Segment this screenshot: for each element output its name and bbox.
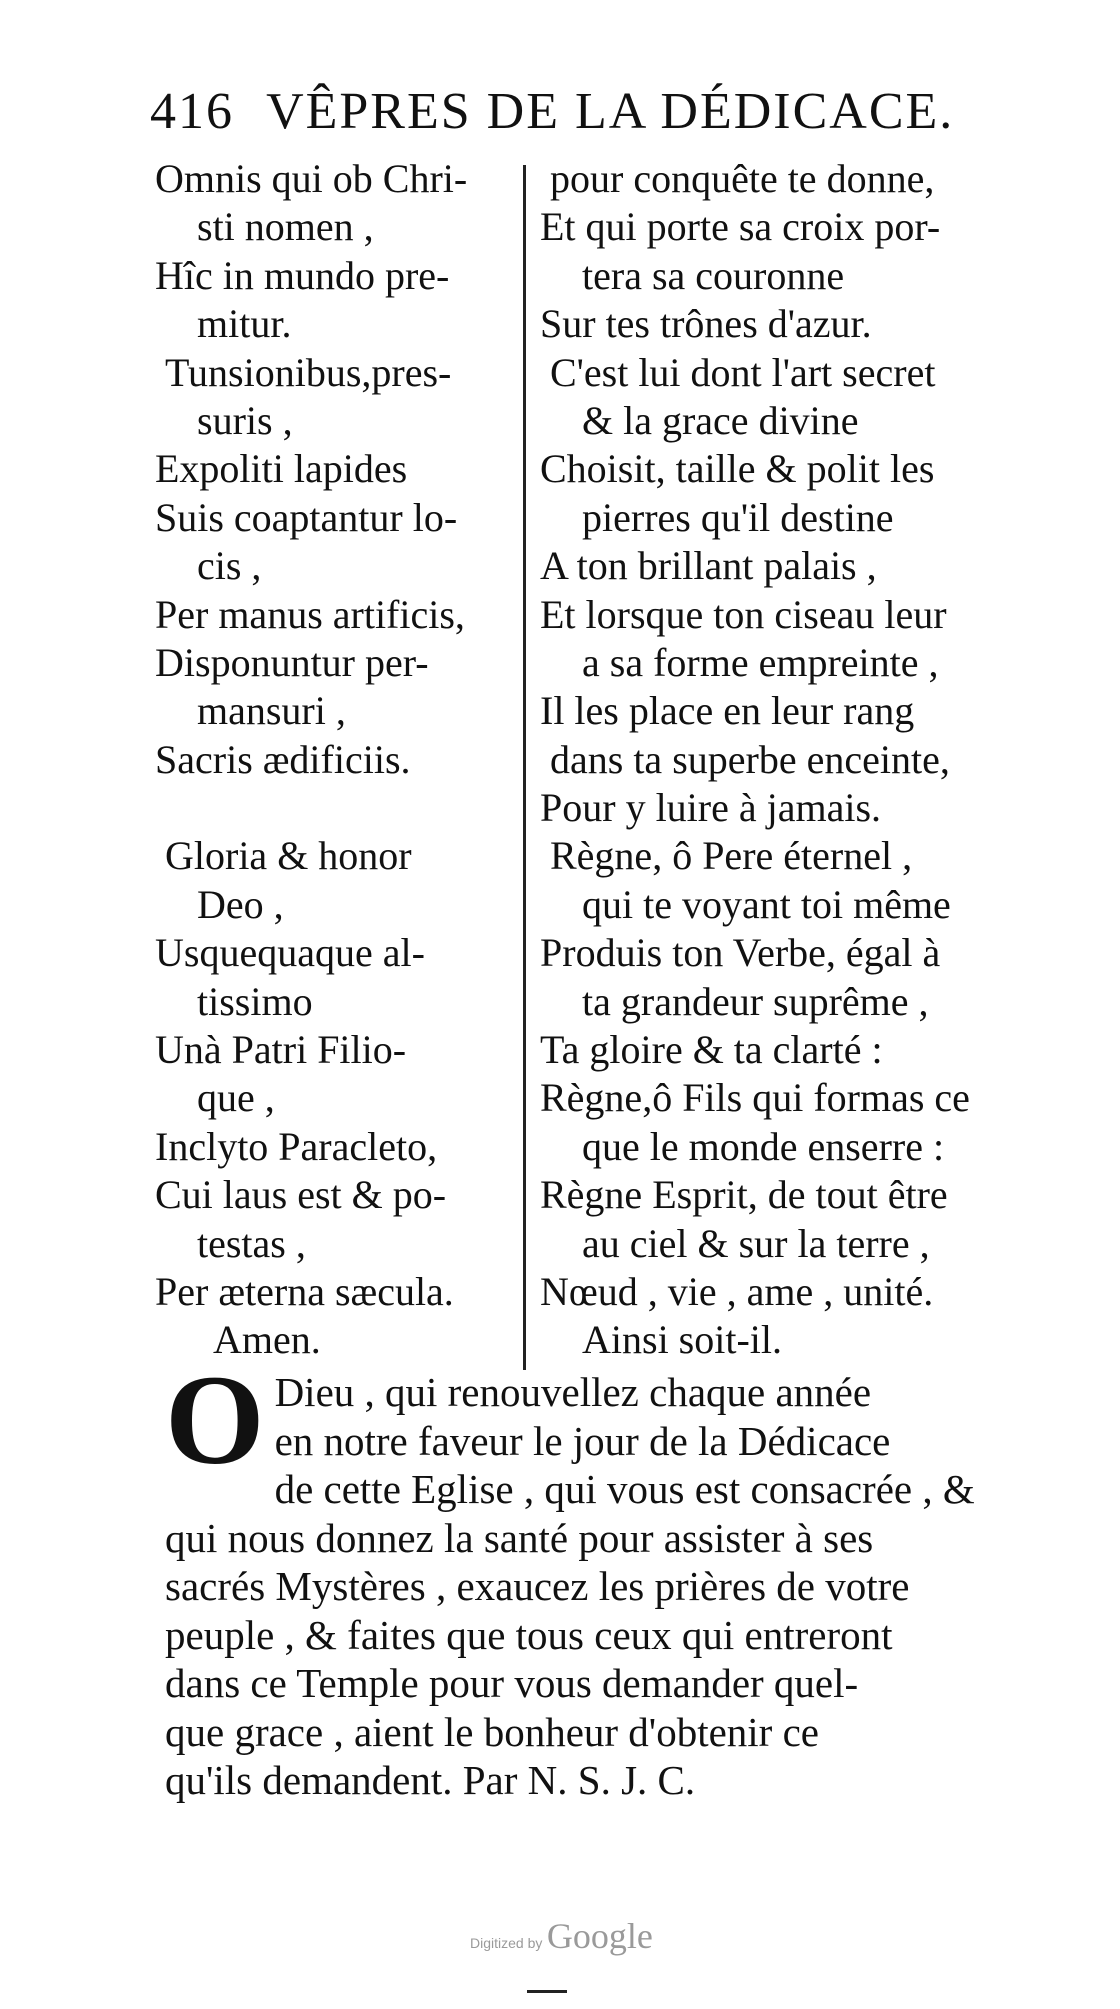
french-line: au ciel & sur la terre , [582,1220,930,1266]
latin-line: sti nomen , [197,204,374,250]
running-header [150,82,955,141]
digitization-watermark [470,1915,730,1957]
latin-line: Usquequaque al- [155,930,425,976]
french-line: Nœud , vie , ame , unité. [540,1268,934,1314]
french-line: Règne, ô Pere éternel , [550,833,913,879]
latin-line: mitur. [197,301,292,347]
latin-line: Cui laus est & po- [155,1172,447,1218]
french-line: Règne Esprit, de tout être [540,1172,948,1218]
prayer-line: de cette Eglise , qui vous est consacrée , & [274,1466,975,1512]
column-rule [523,165,526,1370]
prayer-line: que grace , aient le bonheur d'obtenir ce [165,1708,819,1755]
french-line: & la grace divine [582,397,859,443]
page-bottom-rule [527,1990,567,1993]
french-line: dans ta superbe enceinte, [550,736,950,782]
prayer-line: dans ce Temple pour vous demander quel- [165,1660,859,1706]
latin-line: que , [197,1075,275,1121]
latin-line: Omnis qui ob Chri- [155,156,468,201]
french-line: Pour y luire à jamais. [540,785,882,831]
french-line: ta grandeur suprême , [582,978,929,1024]
prayer-line: qui nous donnez la santé pour assister à ses [165,1514,874,1561]
french-line: tera sa couronne [582,252,845,298]
french-line: Et qui porte sa croix por- [540,204,941,250]
latin-line: Expoliti lapides [155,446,408,492]
latin-line: testas , [197,1220,306,1266]
latin-line: Suis coaptantur lo- [155,494,458,540]
latin-line [155,784,515,832]
page-number: 416 [150,83,234,140]
french-line: Produis ton Verbe, égal à [540,930,941,976]
french-column [540,155,1040,1365]
digitized-label: Digitized by [470,1935,543,1951]
latin-line: Inclyto Paracleto, [155,1123,438,1169]
drop-cap: O [165,1349,265,1491]
latin-column [155,155,515,1365]
french-line: Ta gloire & ta clarté : [540,1027,883,1073]
latin-line: Hîc in mundo pre- [155,252,450,298]
french-line: pierres qu'il destine [582,494,894,540]
french-line: A ton brillant palais , [540,543,877,589]
latin-line: cis , [197,543,262,589]
french-line: pour conquête te donne, [550,156,935,201]
french-line: a sa forme empreinte , [582,639,939,685]
french-line: Sur tes trônes d'azur. [540,301,872,347]
latin-line: tissimo [197,978,313,1024]
french-line: Et lorsque ton ciseau leur [540,591,947,637]
french-line: Il les place en leur rang [540,688,915,734]
latin-line: Unà Patri Filio- [155,1027,407,1073]
french-line: C'est lui dont l'art secret [550,349,936,395]
french-line: que le monde enserre : [582,1123,945,1169]
latin-line: Deo , [197,881,284,927]
prayer-line: peuple , & faites que tous ceux qui entreront [165,1611,893,1658]
prayer-line: en notre faveur le jour de la Dédicace [274,1417,891,1464]
latin-line: Gloria & honor [165,833,412,879]
french-line: Ainsi soit-il. [582,1317,783,1363]
french-line: Règne,ô Fils qui formas ce [540,1075,970,1121]
latin-line: Per æterna sæcula. [155,1268,454,1314]
latin-line: Sacris ædificiis. [155,736,411,782]
prayer-line: qu'ils demandent. Par N. S. J. C. [165,1757,696,1803]
prayer-line: sacrés Mystères , exaucez les prières de votre [165,1563,910,1609]
latin-line: mansuri , [197,688,346,734]
collect-prayer [165,1349,1045,1805]
french-line: qui te voyant toi même [582,881,951,927]
latin-line: suris , [197,397,293,443]
google-brand: Google [546,1916,653,1956]
prayer-line: Dieu , qui renouvellez chaque année [274,1369,872,1415]
page-title: VÊPRES DE LA DÉDICACE. [266,83,955,140]
latin-line: Amen. [213,1317,321,1363]
latin-line: Disponuntur per- [155,639,429,685]
latin-line: Per manus artificis, [155,591,465,637]
latin-line: Tunsionibus,pres- [165,349,452,395]
french-line: Choisit, taille & polit les [540,446,935,492]
